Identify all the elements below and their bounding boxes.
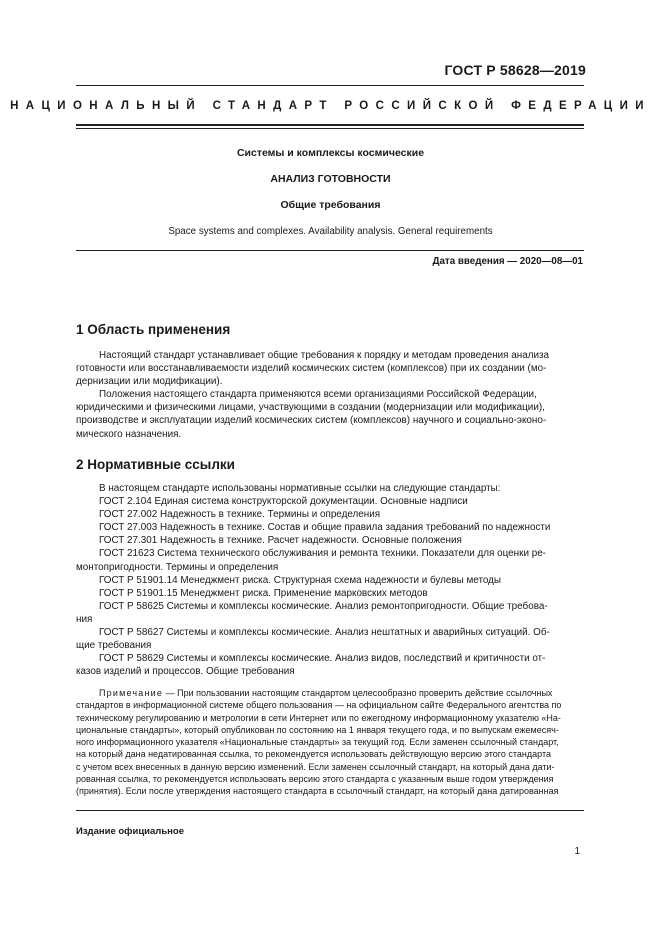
s1-line: Положения настоящего стандарта применяются всеми организациями Российской Федерации, — [99, 389, 537, 401]
s2-line: казов изделий и процессов. Общие требования — [76, 666, 295, 678]
header-rule-thick — [76, 124, 584, 126]
s1-line: готовности или восстанавливаемости изделий космических систем (комплексов) при их создании (мо- — [76, 363, 547, 375]
title-subtitle: Общие требования — [280, 199, 381, 211]
s2-line: В настоящем стандарте использованы нормативные ссылки на следующие стандарты: — [99, 483, 501, 494]
note-line: ного информационного указателя «Национальные стандарты» за текущий год. Если заменен ссылочный стандарт, — [76, 737, 559, 748]
date-introduced: Дата введения — 2020—08—01 — [432, 256, 583, 267]
note-line: стандартов в информационной системе общего пользования — на официальном сайте Федерального агентства по — [76, 700, 562, 711]
title-english: Space systems and complexes. Availability analysis. General requirements — [168, 226, 493, 237]
national-standard-title: НАЦИОНАЛЬНЫЙ СТАНДАРТ РОССИЙСКОЙ ФЕДЕРАЦИИ — [10, 100, 651, 112]
s1-line: юридическими и физическими лицами, участвующими в создании (модернизации или модификации), — [76, 402, 545, 414]
s2-line: щие требования — [76, 640, 152, 652]
header-rule-top — [76, 85, 584, 86]
section-2-text — [76, 482, 584, 678]
page-number: 1 — [574, 846, 580, 857]
note-line: циональные стандарты», который опубликован по состоянию на 1 января текущего года, и по выпускам ежемесяч- — [76, 724, 559, 735]
note-line: с учетом всех внесенных в данную версию изменений. Если заменен ссылочный стандарт, на который дана дати- — [76, 761, 555, 772]
section-1-heading: 1 Область применения — [76, 322, 231, 337]
gost-number: ГОСТ Р 58628—2019 — [444, 62, 586, 78]
s2-line: ГОСТ 21623 Система технического обслуживания и ремонта техники. Показатели для оценки ре- — [99, 548, 546, 560]
s1-line: дернизации или модификации). — [76, 376, 223, 388]
section-1-text — [76, 349, 584, 441]
s1-line: производстве и эксплуатации изделий космических систем (комплексов) научного и социально-эконо- — [76, 415, 547, 427]
s2-line: монтопригодности. Термины и определения — [76, 561, 279, 573]
edition-label: Издание официальное — [76, 826, 184, 837]
s2-line: ГОСТ Р 58629 Системы и комплексы космические. Анализ видов, последствий и критичности от- — [99, 653, 546, 665]
note-line: техническому регулированию и метрологии в сети Интернет или по ежегодному информационному указателю «На- — [76, 712, 561, 723]
s2-line: ния — [76, 613, 93, 625]
section-2-heading: 2 Нормативные ссылки — [76, 457, 235, 472]
s2-line: ГОСТ 27.002 Надежность в технике. Термины и определения — [99, 509, 381, 521]
note-first-line-rest: — При пользовании настоящим стандартом целесообразно проверить действие ссылочных — [163, 688, 553, 698]
title-name: АНАЛИЗ ГОТОВНОСТИ — [270, 173, 391, 185]
footer-rule — [76, 810, 584, 811]
s2-line: ГОСТ Р 58627 Системы и комплексы космические. Анализ нештатных и аварийных ситуаций. Об- — [99, 627, 550, 639]
s1-line: мического назначения. — [76, 428, 182, 440]
s1-line: Настоящий стандарт устанавливает общие требования к порядку и методам проведения анализа — [99, 350, 550, 361]
note-line: рованная ссылка, то рекомендуется использовать версию этого стандарта с указанным выше годом утверждения — [76, 774, 554, 785]
note-first-line — [76, 687, 584, 699]
s2-line: ГОСТ 27.301 Надежность в технике. Расчет надежности. Основные положения — [99, 535, 462, 547]
note-block — [76, 687, 584, 798]
s2-line: ГОСТ Р 58625 Системы и комплексы космические. Анализ ремонтопригодности. Общие требова- — [99, 600, 548, 612]
note-label: Примечание — [99, 688, 164, 698]
note-line: на который дана недатированная ссылка, то рекомендуется использовать действующую версию этого стандарта — [76, 749, 551, 760]
s2-line: ГОСТ 27.003 Надежность в технике. Состав и общие правила задания требований по надежности — [99, 522, 551, 534]
s2-line: ГОСТ 2.104 Единая система конструкторской документации. Основные надписи — [99, 496, 468, 508]
s2-line: ГОСТ Р 51901.14 Менеджмент риска. Структурная схема надежности и булевы методы — [99, 574, 501, 586]
s2-line: ГОСТ Р 51901.15 Менеджмент риска. Применение марковских методов — [99, 587, 428, 599]
title-group: Системы и комплексы космические — [236, 147, 425, 159]
note-line: (принятия). Если после утверждения настоящего стандарта в ссылочный стандарт, на который дана датированная — [76, 786, 559, 797]
date-rule — [76, 250, 584, 251]
header-rule-thin — [76, 128, 584, 129]
